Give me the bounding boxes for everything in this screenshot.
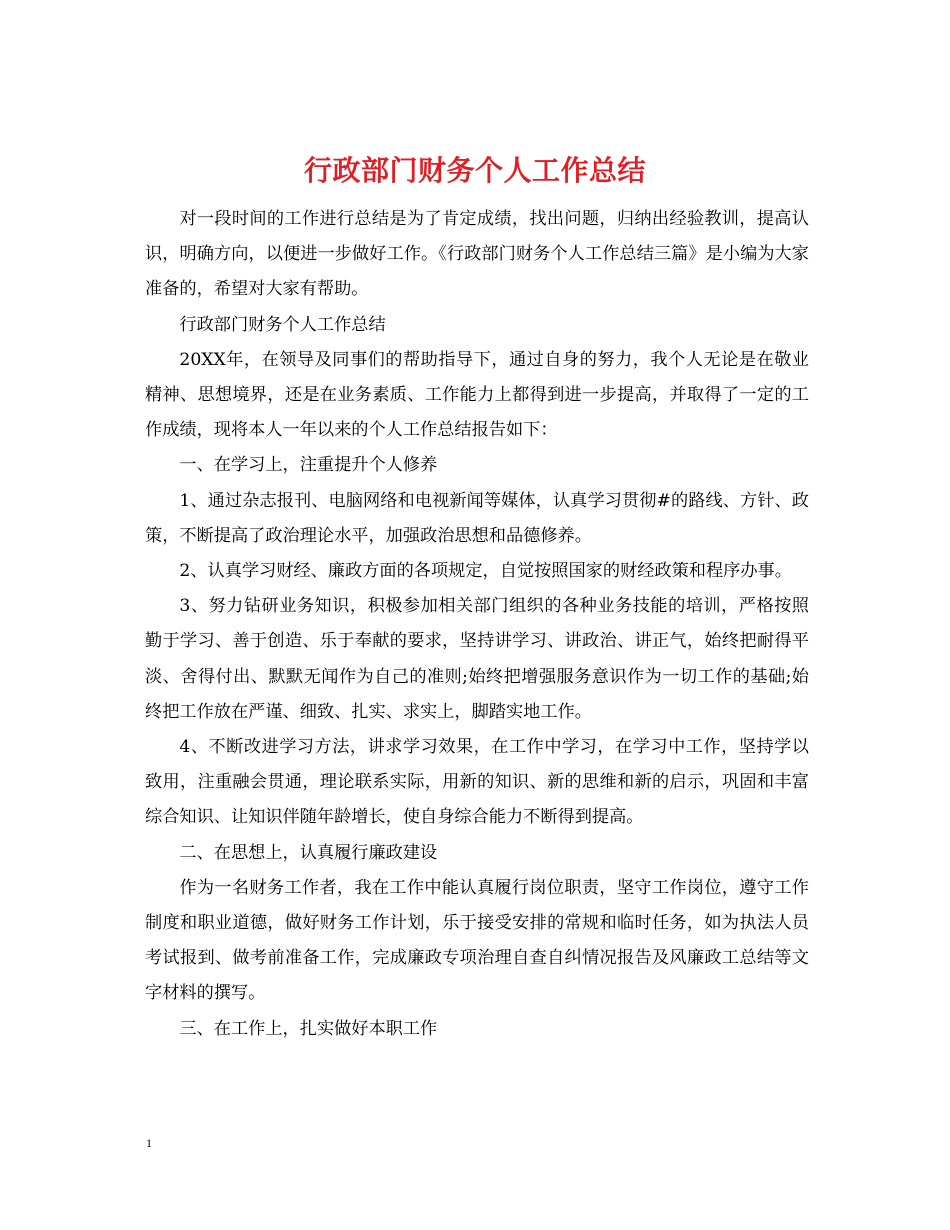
paragraph-summary: 20XX年，在领导及同事们的帮助指导下，通过自身的努力，我个人无论是在敬业精神、思想境界，还是在业务素质、工作能力上都得到进一步提高，并取得了一定的工作成绩，现将本人一年以来的个人工作总结报告如下： bbox=[145, 349, 809, 441]
paragraph-ideology: 作为一名财务工作者，我在工作中能认真履行岗位职责，坚守工作岗位，遵守工作制度和职业道德，做好财务工作计划，乐于接受安排的常规和临时任务，如为执法人员考试报到、做考前准备工作，完成廉政专项治理自查自纠情况报告及风廉政工总结等文字材料的撰写。 bbox=[145, 877, 809, 1004]
section-heading-ideology: 二、在思想上，认真履行廉政建设 bbox=[179, 842, 438, 863]
list-item-1: 1、通过杂志报刊、电脑网络和电视新闻等媒体，认真学习贯彻#的路线、方针、政策，不断提高了政治理论水平，加强政治思想和品德修养。 bbox=[145, 490, 809, 546]
section-heading-study: 一、在学习上，注重提升个人修养 bbox=[179, 455, 438, 476]
paragraph-intro: 对一段时间的工作进行总结是为了肯定成绩，找出问题，归纳出经验教训，提高认识，明确方向，以便进一步做好工作。《行政部门财务个人工作总结三篇》是小编为大家准备的，希望对大家有帮助。 bbox=[145, 209, 809, 300]
list-item-2: 2、认真学习财经、廉政方面的各项规定，自觉按照国家的财经政策和程序办事。 bbox=[179, 561, 792, 582]
page-number: 1 bbox=[146, 1136, 152, 1150]
document-body bbox=[145, 202, 809, 1047]
section-heading-work: 三、在工作上，扎实做好本职工作 bbox=[179, 1018, 438, 1039]
list-item-4: 4、不断改进学习方法，讲求学习效果，在工作中学习，在学习中工作，坚持学以致用，注重融会贯通，理论联系实际，用新的知识、新的思维和新的启示，巩固和丰富综合知识、让知识伴随年龄增长，使自身综合能力不断得到提高。 bbox=[145, 737, 809, 828]
list-item-3: 3、努力钻研业务知识，积极参加相关部门组织的各种业务技能的培训，严格按照勤于学习、善于创造、乐于奉献的要求，坚持讲学习、讲政治、讲正气，始终把耐得平淡、舍得付出、默默无闻作为自己的准则;始终把增强服务意识作为一切工作的基础;始终把工作放在严谨、细致、扎实、求实上，脚踏实地工作。 bbox=[145, 596, 809, 722]
paragraph-subtitle: 行政部门财务个人工作总结 bbox=[179, 314, 386, 335]
document-title: 行政部门财务个人工作总结 bbox=[303, 153, 646, 187]
